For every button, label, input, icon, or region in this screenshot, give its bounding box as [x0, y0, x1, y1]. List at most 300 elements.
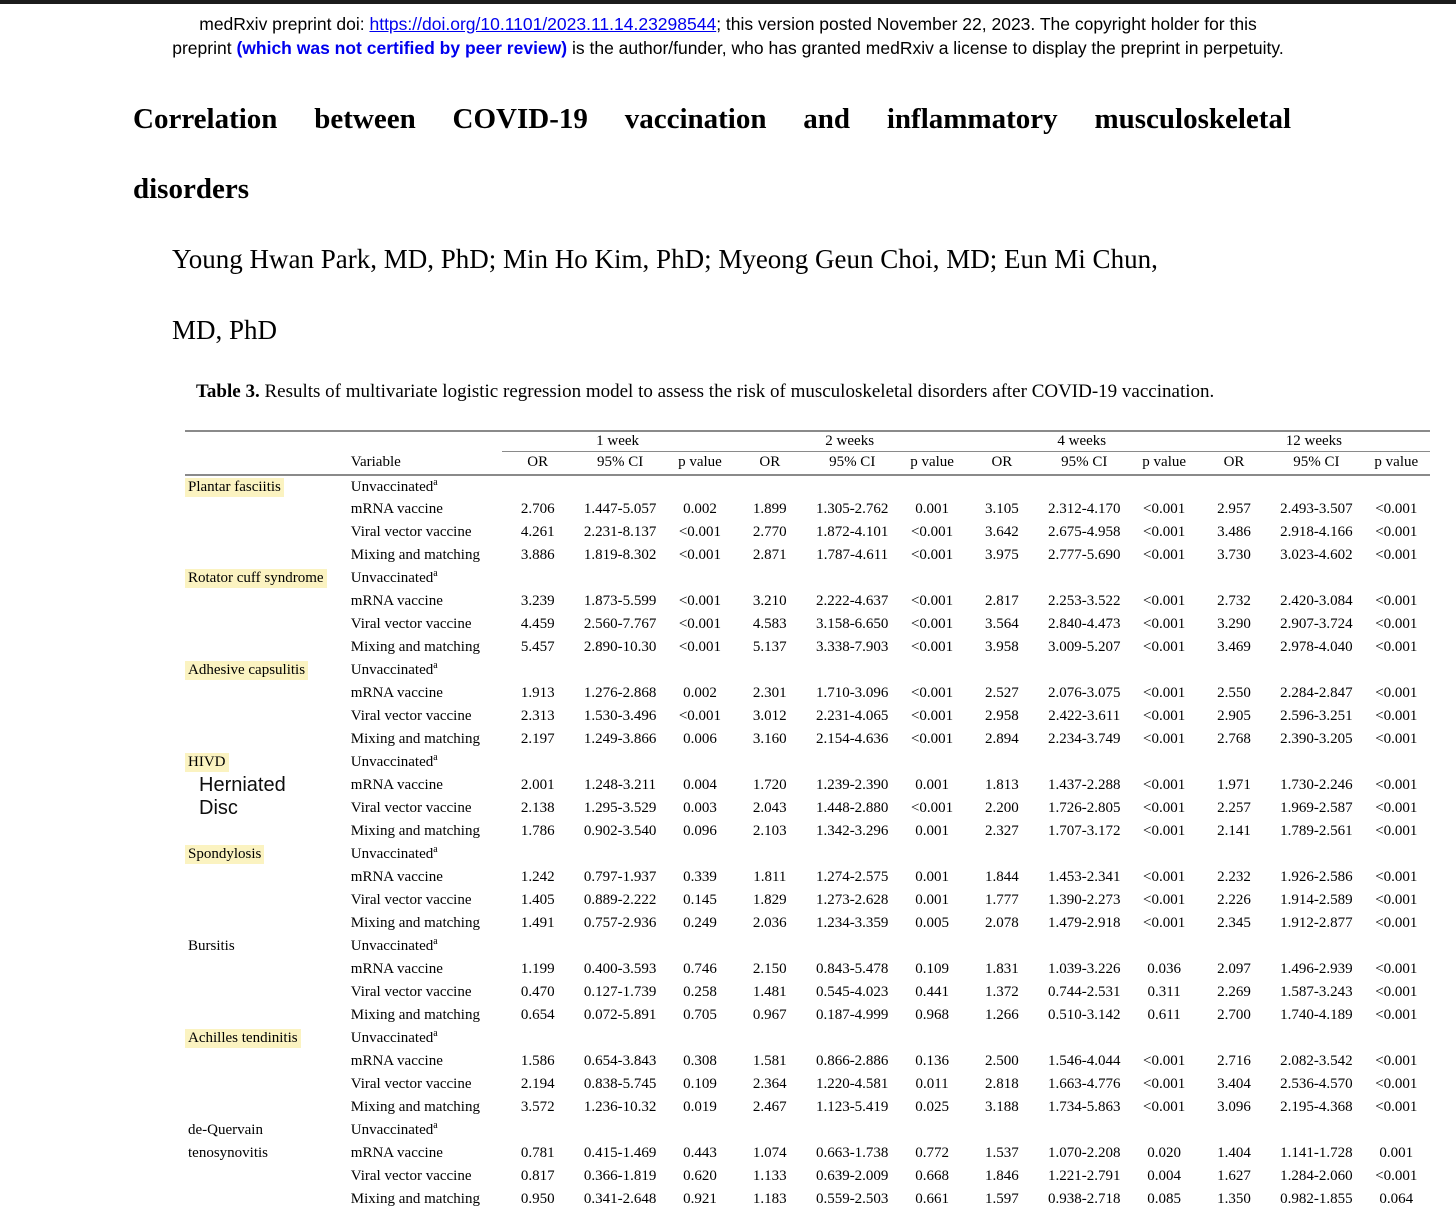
- results-table-container: [185, 430, 1456, 1211]
- value-cell: 0.950: [520, 1191, 555, 1207]
- value-cell: 2.103: [752, 823, 787, 839]
- table-row: [185, 659, 1430, 682]
- value-cell: 2.840-4.473: [1048, 616, 1121, 632]
- value-cell: 0.004: [1147, 1168, 1182, 1184]
- table-row: [185, 912, 1430, 935]
- condition-cell: [185, 820, 351, 843]
- value-cell: 3.564: [985, 616, 1019, 632]
- value-cell: 1.627: [1217, 1168, 1251, 1184]
- value-cell: 1.546-4.044: [1048, 1053, 1121, 1069]
- value-cell: 1.913: [520, 685, 555, 701]
- reference-superscript: a: [433, 1028, 438, 1039]
- value-cell: [898, 935, 965, 958]
- value-cell: [1198, 1027, 1270, 1050]
- value-cell: 1.787-4.611: [816, 547, 889, 563]
- value-cell: 2.907-3.724: [1280, 616, 1353, 632]
- value-cell: 2.390-3.205: [1280, 731, 1353, 747]
- value-cell: [806, 935, 898, 958]
- value-cell: 0.817: [520, 1168, 555, 1184]
- value-cell: <0.001: [910, 708, 954, 724]
- value-cell: 2.082-3.542: [1280, 1053, 1353, 1069]
- value-cell: 3.469: [1217, 639, 1251, 655]
- value-cell: 2.422-3.611: [1048, 708, 1121, 724]
- value-cell: 2.467: [752, 1099, 787, 1115]
- value-cell: 1.372: [985, 984, 1019, 1000]
- value-cell: <0.001: [1143, 823, 1186, 839]
- table-row: [185, 705, 1430, 728]
- value-cell: 2.138: [520, 800, 555, 816]
- value-cell: 2.150: [752, 961, 787, 977]
- value-cell: 0.982-1.855: [1280, 1191, 1353, 1207]
- value-cell: 2.301: [752, 685, 787, 701]
- value-cell: [1038, 843, 1130, 866]
- value-cell: <0.001: [1375, 616, 1418, 632]
- value-cell: <0.001: [1375, 1007, 1418, 1023]
- condition-header-spacer: [185, 451, 351, 475]
- value-cell: 3.975: [985, 547, 1019, 563]
- value-cell: 1.236-10.32: [583, 1099, 657, 1115]
- value-cell: 1.405: [520, 892, 555, 908]
- value-cell: <0.001: [1143, 777, 1186, 793]
- variable-cell: mRNA vaccine: [350, 869, 443, 885]
- variable-cell: mRNA vaccine: [350, 593, 443, 609]
- value-cell: 1.597: [985, 1191, 1019, 1207]
- value-cell: <0.001: [1375, 915, 1418, 931]
- value-cell: 2.871: [752, 547, 787, 563]
- value-cell: 0.004: [683, 777, 717, 793]
- value-cell: [666, 935, 733, 958]
- value-cell: [1363, 935, 1430, 958]
- condition-annotation: Disc: [199, 797, 238, 819]
- value-cell: [502, 935, 574, 958]
- value-cell: 0.127-1.739: [583, 984, 657, 1000]
- condition-cell: [185, 521, 351, 544]
- table-row: [185, 797, 1430, 820]
- value-cell: 0.639-2.009: [815, 1168, 889, 1184]
- value-cell: 2.596-3.251: [1280, 708, 1353, 724]
- col-header-or: OR: [1198, 451, 1270, 475]
- value-cell: 1.074: [752, 1145, 787, 1161]
- value-cell: [1363, 751, 1430, 774]
- value-cell: 1.873-5.599: [583, 593, 657, 609]
- value-cell: <0.001: [678, 616, 722, 632]
- condition-label: Spondylosis: [185, 845, 264, 864]
- condition-cell: [185, 1165, 351, 1188]
- value-cell: 1.491: [520, 915, 555, 931]
- value-cell: <0.001: [1143, 1053, 1186, 1069]
- col-header-pvalue: p value: [1131, 451, 1198, 475]
- value-cell: 3.096: [1217, 1099, 1251, 1115]
- condition-cell: [185, 774, 351, 797]
- value-cell: 0.145: [683, 892, 717, 908]
- value-cell: 3.023-4.602: [1280, 547, 1353, 563]
- value-cell: [1131, 475, 1198, 498]
- variable-cell: mRNA vaccine: [350, 685, 443, 701]
- value-cell: <0.001: [678, 593, 722, 609]
- value-cell: 1.777: [985, 892, 1019, 908]
- col-header-or: OR: [502, 451, 574, 475]
- condition-label: de-Quervain: [188, 1122, 263, 1138]
- value-cell: <0.001: [1375, 1076, 1418, 1092]
- value-cell: 1.912-2.877: [1280, 915, 1353, 931]
- value-cell: <0.001: [1375, 984, 1418, 1000]
- value-cell: [898, 567, 965, 590]
- col-header-ci: 95% CI: [806, 451, 898, 475]
- value-cell: 1.740-4.189: [1280, 1007, 1353, 1023]
- table-row: [185, 728, 1430, 751]
- value-cell: [574, 475, 666, 498]
- condition-label: Plantar fasciitis: [185, 478, 284, 497]
- value-cell: <0.001: [1143, 616, 1186, 632]
- col-header-ci: 95% CI: [574, 451, 666, 475]
- value-cell: [1270, 1027, 1362, 1050]
- value-cell: 0.006: [683, 731, 717, 747]
- value-cell: 0.967: [752, 1007, 787, 1023]
- value-cell: 1.039-3.226: [1048, 961, 1121, 977]
- value-cell: [574, 567, 666, 590]
- value-cell: 3.188: [985, 1099, 1019, 1115]
- value-cell: 0.889-2.222: [583, 892, 657, 908]
- value-cell: [666, 1027, 733, 1050]
- value-cell: 0.003: [683, 800, 717, 816]
- value-cell: [734, 567, 806, 590]
- paper-title-line2: disorders: [133, 173, 249, 205]
- value-cell: 0.757-2.936: [583, 915, 657, 931]
- value-cell: [966, 1119, 1038, 1142]
- value-cell: 1.453-2.341: [1048, 869, 1121, 885]
- condition-label: tenosynovitis: [188, 1145, 269, 1161]
- value-cell: 2.978-4.040: [1280, 639, 1353, 655]
- table-row: [185, 1004, 1430, 1027]
- reference-superscript: a: [433, 844, 438, 855]
- table-row: [185, 1027, 1430, 1050]
- value-cell: 1.437-2.288: [1048, 777, 1121, 793]
- value-cell: 1.663-4.776: [1048, 1076, 1121, 1092]
- value-cell: [1270, 843, 1362, 866]
- value-cell: 1.234-3.359: [815, 915, 889, 931]
- value-cell: <0.001: [1143, 869, 1186, 885]
- table-caption-label: Table 3.: [196, 381, 260, 402]
- table-row: [185, 636, 1430, 659]
- value-cell: [898, 751, 965, 774]
- value-cell: [1131, 1027, 1198, 1050]
- condition-cell: [185, 659, 351, 682]
- value-cell: 0.258: [683, 984, 717, 1000]
- value-cell: 0.311: [1147, 984, 1181, 1000]
- value-cell: 2.076-3.075: [1048, 685, 1121, 701]
- variable-cell: Mixing and matching: [350, 915, 480, 931]
- value-cell: [1363, 1119, 1430, 1142]
- value-cell: 3.958: [985, 639, 1019, 655]
- value-cell: <0.001: [1375, 800, 1418, 816]
- value-cell: 2.732: [1217, 593, 1251, 609]
- value-cell: [502, 659, 574, 682]
- value-cell: [1270, 1119, 1362, 1142]
- value-cell: 1.496-2.939: [1280, 961, 1353, 977]
- reference-superscript: a: [433, 476, 438, 488]
- table-caption-text: Results of multivariate logistic regression model to assess the risk of musculoskeletal disorders after COVID-19 vaccination.: [259, 381, 1215, 402]
- value-cell: <0.001: [1143, 1076, 1186, 1092]
- table-row: [185, 498, 1430, 521]
- value-cell: 0.341-2.648: [583, 1191, 657, 1207]
- value-cell: 2.675-4.958: [1048, 524, 1121, 540]
- table-row: [185, 866, 1430, 889]
- value-cell: [734, 751, 806, 774]
- doi-link[interactable]: https://doi.org/10.1101/2023.11.14.23298544: [369, 14, 717, 34]
- value-cell: [1131, 935, 1198, 958]
- value-cell: 1.844: [985, 869, 1019, 885]
- week-header-row: [185, 431, 1430, 451]
- value-cell: 1.914-2.589: [1280, 892, 1353, 908]
- value-cell: <0.001: [1375, 524, 1418, 540]
- banner-suffix: ; this version posted November 22, 2023. The copyright holder for this: [716, 14, 1257, 34]
- value-cell: 2.777-5.690: [1048, 547, 1121, 563]
- value-cell: [574, 1119, 666, 1142]
- value-cell: 0.443: [683, 1145, 717, 1161]
- value-cell: 1.221-2.791: [1048, 1168, 1121, 1184]
- value-cell: 4.459: [520, 616, 555, 632]
- value-cell: 2.312-4.170: [1048, 501, 1121, 517]
- value-cell: 0.744-2.531: [1048, 984, 1121, 1000]
- condition-label: Rotator cuff syndrome: [185, 569, 327, 588]
- value-cell: <0.001: [1143, 547, 1186, 563]
- value-cell: <0.001: [910, 593, 954, 609]
- variable-cell: Viral vector vaccine: [350, 800, 472, 816]
- value-cell: [898, 843, 965, 866]
- value-cell: 2.817: [985, 593, 1019, 609]
- value-cell: 0.001: [1379, 1145, 1414, 1161]
- value-cell: 1.530-3.496: [583, 708, 657, 724]
- value-cell: 2.560-7.767: [583, 616, 657, 632]
- condition-cell: [185, 889, 351, 912]
- value-cell: 2.818: [985, 1076, 1019, 1092]
- value-cell: 2.420-3.084: [1280, 593, 1353, 609]
- variable-cell: Mixing and matching: [350, 1191, 480, 1207]
- week-group-header-12: 12 weeks: [1198, 431, 1430, 451]
- value-cell: [898, 1119, 965, 1142]
- value-cell: [502, 843, 574, 866]
- value-cell: [1198, 935, 1270, 958]
- value-cell: 0.366-1.819: [583, 1168, 657, 1184]
- value-cell: <0.001: [1143, 593, 1186, 609]
- value-cell: [1198, 1119, 1270, 1142]
- value-cell: [1038, 751, 1130, 774]
- variable-cell: Viral vector vaccine: [350, 892, 472, 908]
- value-cell: <0.001: [1143, 685, 1186, 701]
- value-cell: [734, 475, 806, 498]
- value-cell: 3.158-6.650: [815, 616, 889, 632]
- value-cell: [734, 1119, 806, 1142]
- value-cell: 1.199: [520, 961, 555, 977]
- variable-cell: mRNA vaccine: [350, 501, 443, 517]
- value-cell: [806, 843, 898, 866]
- value-cell: 1.447-5.057: [583, 501, 657, 517]
- reference-superscript: a: [433, 568, 438, 579]
- value-cell: 2.768: [1217, 731, 1251, 747]
- value-cell: 1.710-3.096: [815, 685, 889, 701]
- value-cell: 1.284-2.060: [1280, 1168, 1353, 1184]
- condition-label: Achilles tendinitis: [185, 1029, 301, 1048]
- value-cell: 0.620: [683, 1168, 717, 1184]
- table-row: [185, 1119, 1430, 1142]
- value-cell: 3.210: [752, 593, 787, 609]
- table-row: [185, 1142, 1430, 1165]
- value-cell: [502, 751, 574, 774]
- value-cell: 3.009-5.207: [1048, 639, 1121, 655]
- value-cell: <0.001: [1143, 524, 1186, 540]
- value-cell: 0.001: [915, 501, 949, 517]
- value-cell: [1270, 935, 1362, 958]
- value-cell: [1270, 751, 1362, 774]
- value-cell: 0.938-2.718: [1048, 1191, 1121, 1207]
- value-cell: [898, 659, 965, 682]
- value-cell: [1131, 659, 1198, 682]
- value-cell: 1.720: [752, 777, 787, 793]
- value-cell: 2.958: [985, 708, 1019, 724]
- value-cell: <0.001: [1143, 892, 1186, 908]
- value-cell: [806, 475, 898, 498]
- not-certified-notice: (which was not certified by peer review): [236, 38, 568, 58]
- value-cell: 0.668: [915, 1168, 949, 1184]
- value-cell: 0.019: [683, 1099, 717, 1115]
- value-cell: 4.583: [752, 616, 787, 632]
- results-table: [185, 430, 1430, 1211]
- value-cell: 0.136: [915, 1053, 949, 1069]
- table-row: [185, 889, 1430, 912]
- variable-cell: Unvaccinated$^a$: [350, 1120, 438, 1138]
- condition-cell: [185, 1027, 351, 1050]
- value-cell: 1.404: [1217, 1145, 1251, 1161]
- value-cell: 2.313: [520, 708, 555, 724]
- value-cell: 1.249-3.866: [583, 731, 657, 747]
- value-cell: [734, 659, 806, 682]
- value-cell: 1.342-3.296: [815, 823, 889, 839]
- table-row: [185, 1165, 1430, 1188]
- variable-cell: Unvaccinated$^a$: [350, 936, 438, 954]
- col-header-pvalue: p value: [898, 451, 965, 475]
- value-cell: 1.479-2.918: [1048, 915, 1121, 931]
- value-cell: [898, 1027, 965, 1050]
- value-cell: 2.141: [1217, 823, 1251, 839]
- value-cell: 2.716: [1217, 1053, 1251, 1069]
- reference-superscript: a: [433, 1120, 438, 1131]
- week-group-header-4: 4 weeks: [966, 431, 1198, 451]
- condition-cell: [185, 912, 351, 935]
- value-cell: 1.819-8.302: [583, 547, 657, 563]
- value-cell: 0.866-2.886: [815, 1053, 889, 1069]
- condition-cell: [185, 705, 351, 728]
- condition-cell: [185, 797, 351, 820]
- condition-cell: [185, 981, 351, 1004]
- value-cell: [574, 935, 666, 958]
- value-cell: 0.746: [683, 961, 717, 977]
- value-cell: 1.829: [752, 892, 787, 908]
- value-cell: 0.064: [1379, 1191, 1414, 1207]
- table-row: [185, 1188, 1430, 1211]
- value-cell: 1.789-2.561: [1280, 823, 1353, 839]
- value-cell: 2.097: [1217, 961, 1251, 977]
- column-header-row: [185, 451, 1430, 475]
- value-cell: [1198, 843, 1270, 866]
- value-cell: <0.001: [1375, 639, 1418, 655]
- condition-annotation: Herniated: [199, 774, 286, 796]
- value-cell: [1363, 567, 1430, 590]
- table-row: [185, 820, 1430, 843]
- value-cell: 1.926-2.586: [1280, 869, 1353, 885]
- value-cell: 2.500: [985, 1053, 1019, 1069]
- value-cell: 0.085: [1147, 1191, 1182, 1207]
- value-cell: 0.661: [915, 1191, 949, 1207]
- value-cell: 2.036: [752, 915, 787, 931]
- value-cell: 2.894: [985, 731, 1019, 747]
- value-cell: 2.234-3.749: [1048, 731, 1121, 747]
- value-cell: 0.654-3.843: [583, 1053, 657, 1069]
- value-cell: 2.078: [985, 915, 1019, 931]
- value-cell: 3.404: [1217, 1076, 1251, 1092]
- variable-cell: Unvaccinated$^a$: [350, 1028, 438, 1046]
- author-list-line2: MD, PhD: [172, 315, 278, 345]
- banner-line2-suffix: is the author/funder, who has granted medRxiv a license to display the preprint in perpetuity.: [567, 38, 1284, 58]
- table-row: [185, 521, 1430, 544]
- value-cell: [1198, 475, 1270, 498]
- value-cell: <0.001: [1143, 639, 1186, 655]
- value-cell: [1131, 1119, 1198, 1142]
- value-cell: 2.493-3.507: [1280, 501, 1353, 517]
- value-cell: [1363, 475, 1430, 498]
- value-cell: [734, 1027, 806, 1050]
- value-cell: <0.001: [1375, 1099, 1418, 1115]
- variable-cell: Mixing and matching: [350, 1099, 480, 1115]
- value-cell: <0.001: [1375, 892, 1418, 908]
- value-cell: 0.001: [915, 869, 949, 885]
- value-cell: 1.350: [1217, 1191, 1251, 1207]
- variable-cell: Viral vector vaccine: [350, 984, 472, 1000]
- value-cell: 1.730-2.246: [1280, 777, 1353, 793]
- condition-cell: [185, 613, 351, 636]
- value-cell: 1.811: [753, 869, 787, 885]
- value-cell: 0.001: [915, 777, 949, 793]
- variable-cell: Viral vector vaccine: [350, 1076, 472, 1092]
- value-cell: <0.001: [910, 639, 954, 655]
- table-row: [185, 751, 1430, 774]
- condition-cell: [185, 636, 351, 659]
- table-caption: [196, 380, 1386, 404]
- value-cell: <0.001: [1375, 1053, 1418, 1069]
- paper-title-line1: Correlation between COVID-19 vaccination and inflammatory musculoskeletal: [133, 103, 1291, 135]
- value-cell: [574, 659, 666, 682]
- value-cell: <0.001: [678, 524, 722, 540]
- value-cell: 3.886: [520, 547, 555, 563]
- value-cell: 5.137: [752, 639, 787, 655]
- col-header-or: OR: [734, 451, 806, 475]
- value-cell: <0.001: [1375, 961, 1418, 977]
- value-cell: 1.846: [985, 1168, 1019, 1184]
- value-cell: 1.726-2.805: [1048, 800, 1121, 816]
- value-cell: [502, 567, 574, 590]
- value-cell: 1.390-2.273: [1048, 892, 1121, 908]
- variable-cell: Unvaccinated$^a$: [350, 752, 438, 770]
- value-cell: [966, 659, 1038, 682]
- value-cell: 0.415-1.469: [583, 1145, 657, 1161]
- table-row: [185, 590, 1430, 613]
- value-cell: 1.481: [752, 984, 787, 1000]
- value-cell: 0.510-3.142: [1048, 1007, 1121, 1023]
- value-cell: [666, 475, 733, 498]
- value-cell: 1.899: [752, 501, 787, 517]
- value-cell: 0.005: [915, 915, 949, 931]
- value-cell: [1363, 1027, 1430, 1050]
- table-row: [185, 544, 1430, 567]
